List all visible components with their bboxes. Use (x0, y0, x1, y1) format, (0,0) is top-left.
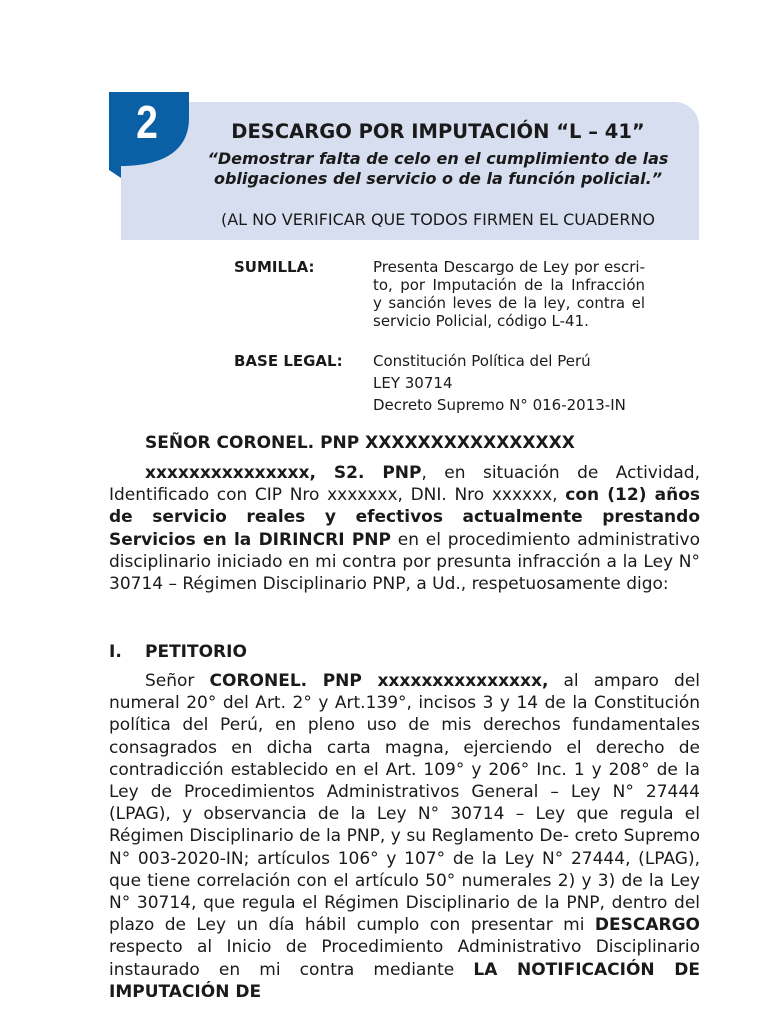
document-note: (AL NO VERIFICAR QUE TODOS FIRMEN EL CUADERNO (220, 210, 656, 229)
section-title: PETITORIO (145, 642, 247, 662)
intro-paragraph: xxxxxxxxxxxxxxx, S2. PNP, en situación de Actividad, Identificado con CIP Nro xxxxxxx, DNI. Nro xxxxxx, con (12) años de servicio reales y efectivos actualmente prestando Servicios en la DIRINCRI PNP en el procedimiento administrativo disciplinario iniciado en mi contra por presunta infracción a la Ley N° 30714 – Régimen Disciplinario PNP, a Ud., respetuosamente digo: (109, 463, 701, 595)
base-legal-item: Constitución Política del Perú (373, 352, 591, 370)
applicant-name: xxxxxxxxxxxxxxx, S2. PNP (145, 463, 422, 483)
service-years: con (12) años de servicio reales y efectivos actualmente prestando Servicios en la DIRINCRI PNP (109, 485, 701, 550)
base-legal-item: LEY 30714 (373, 374, 453, 392)
petitorio-paragraph: Señor CORONEL. PNP xxxxxxxxxxxxxxx, al amparo del numeral 20° del Art. 2° y Art.139°, incisos 3 y 14 de la Constitución política del Perú, en pleno uso de mis derechos fundamentales consagrados en dicha carta magna, ejerciendo el derecho de contradicción establecido en el Art. 109° y 206° Inc. 1 y 208° de la Ley de Procedimientos Administrativos General – Ley N° 27444 (LPAG), y observancia de la Ley N° 30714 – Ley que regula el Régimen Disciplinario de la PNP, y su Reglamento De- creto Supremo N° 003-2020-IN; artículos 106° y 107° de la Ley N° 27444, (LPAG), que tiene correlación con el artículo 50° numerales 2) y 3) de la Ley N° 30714, que regula el Régimen Disciplinario de la PNP, dentro del plazo de Ley un día hábil cumplo con presentar mi DESCARGO respecto al Inicio de Procedimiento Administrativo Disciplinario instaurado en mi contra mediante LA NOTIFICACIÓN DE IMPUTACIÓN DE (109, 671, 701, 1002)
section-number-roman: I. (109, 642, 122, 662)
salutation: SEÑOR CORONEL. PNP XXXXXXXXXXXXXXXX (145, 433, 575, 453)
document-subtitle: “Demostrar falta de celo en el cumplimiento de las obligaciones del servicio o de la función policial.” (207, 149, 669, 188)
document-title: DESCARGO POR IMPUTACIÓN “L – 41” (231, 120, 645, 143)
base-legal-label: BASE LEGAL: (234, 352, 343, 370)
section-heading (109, 642, 247, 662)
sumilla-text: Presenta Descargo de Ley por escri- to, por Imputación de la Infracción y sanción leves de la ley, contra el servicio Policial, código L-41. (373, 258, 645, 330)
section-number: 2 (136, 96, 158, 148)
sumilla-label: SUMILLA: (234, 258, 315, 276)
base-legal-item: Decreto Supremo N° 016-2013-IN (373, 396, 626, 414)
